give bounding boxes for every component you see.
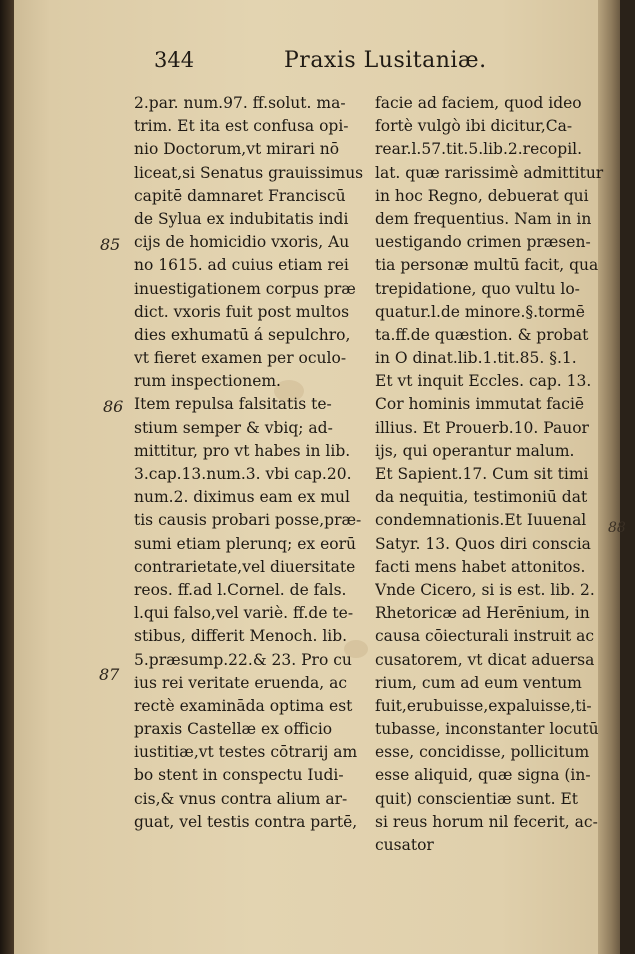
text-line: reos. ff.ad l.Cornel. de fals. — [134, 580, 347, 599]
text-line: cusatorem, vt dicat aduersa — [375, 650, 595, 669]
text-line: Cor hominis immutat faciē — [375, 395, 585, 414]
text-line: guat, vel testis contra partē, — [134, 812, 358, 831]
book-page — [14, 0, 620, 954]
text-line: illius. Et Prouerb.10. Pauor — [375, 418, 589, 437]
text-line: tubasse, inconstanter locutū — [375, 720, 599, 739]
text-line: esse, concidisse, pollicitum — [375, 743, 590, 762]
text-line: trepidatione, quo vultu lo- — [375, 279, 580, 298]
text-line: rium, cum ad eum ventum — [375, 673, 582, 692]
text-line: Vnde Cicero, si is est. lib. 2. — [375, 580, 595, 599]
text-line: causa cōiecturali instruit ac — [375, 627, 595, 646]
text-line: de Sylua ex indubitatis indi — [134, 209, 349, 228]
text-line: liceat,si Senatus grauissimus — [134, 163, 364, 182]
text-line: in O dinat.lib.1.tit.85. §.1. — [375, 349, 577, 368]
text-line: quatur.l.de minore.§.tormē — [375, 302, 585, 321]
text-line: da nequitia, testimoniū dat — [375, 488, 588, 507]
text-line: si reus horum nil fecerit, ac- — [375, 812, 598, 831]
text-line: Item repulsa falsitatis te- — [134, 395, 332, 414]
text-line: sumi etiam plerunq; ex eorū — [134, 534, 356, 553]
text-line: cis,& vnus contra alium ar- — [134, 789, 348, 808]
text-line: rear.l.57.tit.5.lib.2.recopil. — [375, 140, 583, 159]
left-text-column — [134, 92, 370, 834]
text-line: esse aliquid, quæ signa (in- — [375, 766, 591, 785]
running-title: Praxis Lusitaniæ. — [284, 48, 487, 73]
text-line: ta.ff.de quæstion. & probat — [375, 325, 589, 344]
text-line: contrarietate,vel diuersitate — [134, 557, 356, 576]
text-line: in hoc Regno, debuerat qui — [375, 186, 589, 205]
text-line: 3.cap.13.num.3. vbi cap.20. — [134, 465, 352, 483]
text-line: cusator — [375, 836, 434, 854]
text-line: rectè examināda optima est — [134, 696, 353, 715]
page-header — [14, 48, 620, 80]
text-line: fuit,erubuisse,expaluisse,ti- — [375, 696, 592, 715]
text-line: facie ad faciem, quod ideo — [375, 94, 582, 112]
text-line: mittitur, pro vt habes in lib. — [134, 441, 351, 460]
text-line: dies exhumatū á sepulchro, — [134, 325, 351, 344]
text-line: facti mens habet attonitos. — [375, 557, 586, 576]
text-line: condemnationis.Et Iuuenal — [375, 511, 587, 530]
text-line: rum inspectionem. — [134, 372, 281, 391]
marginal-number-86: 86 — [103, 397, 124, 416]
text-line: fortè vulgò ibi dicitur,Ca- — [375, 117, 573, 136]
marginal-number-85: 85 — [100, 235, 121, 254]
text-line: capitē damnaret Franciscū — [134, 186, 346, 205]
text-line: l.qui falso,vel variè. ff.de te- — [134, 604, 354, 623]
text-line: dict. vxoris fuit post multos — [134, 302, 350, 321]
text-line: lat. quæ rarissimè admittitur — [375, 163, 604, 182]
text-line: Rhetoricæ ad Herēnium, in — [375, 604, 590, 623]
text-line: tia personæ multū facit, qua — [375, 256, 599, 275]
text-line: Et vt inquit Eccles. cap. 13. — [375, 372, 592, 391]
text-line: no 1615. ad cuius etiam rei — [134, 256, 349, 275]
text-line: bo stent in conspectu Iudi- — [134, 766, 344, 785]
text-line: uestigando crimen præsen- — [375, 233, 591, 252]
text-line: ius rei veritate eruenda, ac — [134, 673, 348, 692]
book-edge-shadow — [0, 0, 14, 954]
text-line: Et Sapient.17. Cum sit timi — [375, 465, 589, 483]
text-line: 5.præsump.22.& 23. Pro cu — [134, 650, 352, 669]
text-line: praxis Castellæ ex officio — [134, 720, 333, 739]
text-line: quit) conscientiæ sunt. Et — [375, 789, 579, 808]
text-line: tis causis probari posse,præ- — [134, 511, 362, 530]
text-line: stium semper & vbiq; ad- — [134, 418, 333, 437]
text-line: nio Doctorum,vt mirari nō — [134, 140, 340, 159]
right-text-column — [375, 92, 611, 857]
marginal-number-88: 88 — [608, 520, 626, 536]
text-line: ijs, qui operantur malum. — [375, 441, 575, 460]
text-line: vt fieret examen per oculo- — [134, 349, 347, 368]
text-line: cijs de homicidio vxoris, Au — [134, 233, 350, 252]
text-line: num.2. diximus eam ex mul — [134, 488, 350, 507]
marginal-number-87: 87 — [99, 665, 120, 684]
text-line: 2.par. num.97. ff.solut. ma- — [134, 94, 346, 112]
text-line: Satyr. 13. Quos diri conscia — [375, 534, 591, 553]
text-line: iustitiæ,vt testes cōtrarij am — [134, 743, 358, 762]
page-number: 344 — [154, 48, 195, 72]
text-line: dem frequentius. Nam in in — [375, 209, 592, 228]
text-line: inuestigationem corpus præ — [134, 279, 356, 298]
text-line: stibus, differit Menoch. lib. — [134, 627, 348, 646]
text-line: trim. Et ita est confusa opi- — [134, 117, 349, 136]
